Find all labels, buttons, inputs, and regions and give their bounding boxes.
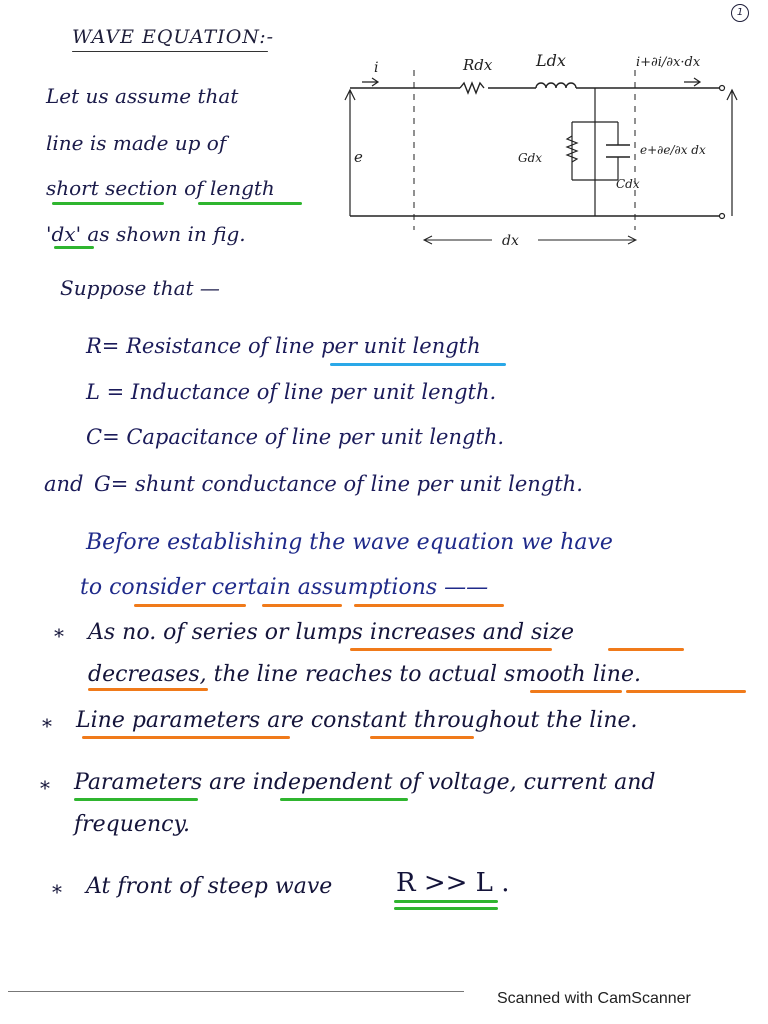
underline-smooth-line (626, 690, 746, 693)
before-line-1: Before establishing the wave equation we have (86, 530, 613, 555)
bullet-star-4: * (52, 880, 62, 904)
inductor-symbol (536, 83, 576, 88)
page-title: WAVE EQUATION:- (72, 26, 275, 48)
expression-r-much-greater-l: R >> L . (396, 868, 510, 898)
bullet-star-2: * (42, 714, 52, 738)
bullet-4-line-1: At front of steep wave (86, 874, 333, 899)
bullet-1-line-2: decreases, the line reaches to actual smooth line. (88, 662, 641, 687)
underline-of-length (198, 202, 302, 205)
terminal-bottom-right (720, 214, 725, 219)
definition-r: R= Resistance of line per unit length (86, 334, 481, 358)
before-line-2: to consider certain assumptions —— (80, 575, 489, 600)
label-i-left: i (374, 60, 379, 76)
intro-line-1: Let us assume that (46, 84, 239, 108)
label-dx: dx (502, 233, 519, 249)
definition-c: C= Capacitance of line per unit length. (86, 425, 505, 449)
label-cdx: Cdx (616, 177, 640, 191)
current-arrow-right (684, 78, 700, 86)
label-i-right: i+∂i/∂x·dx (636, 55, 701, 70)
underline-expression-2 (394, 907, 498, 910)
underline-independent (280, 798, 408, 801)
bottom-rule (8, 991, 464, 992)
definition-and: and (44, 472, 84, 496)
underline-line-parameters (82, 736, 290, 739)
bullet-star-1: * (54, 624, 64, 648)
underline-parameters (74, 798, 198, 801)
underline-constant (370, 736, 474, 739)
underline-certain (262, 604, 342, 607)
bullet-1-line-1: As no. of series or lumps increases and size (88, 620, 574, 645)
definition-l: L = Inductance of line per unit length. (86, 380, 497, 404)
current-arrow-left (362, 78, 378, 86)
underline-lumps-increases (350, 648, 552, 651)
suppose-line: Suppose that — (60, 276, 220, 300)
transmission-line-diagram (340, 50, 740, 260)
underline-dx (54, 246, 94, 249)
intro-line-3: short section of length (46, 176, 275, 200)
bullet-2-line-1: Line parameters are constant throughout the line. (76, 708, 638, 733)
underline-size (608, 648, 684, 651)
intro-line-2: line is made up of (46, 131, 227, 155)
definition-g: G= shunt conductance of line per unit length. (94, 472, 583, 496)
underline-per-unit-length (330, 363, 506, 366)
underline-consider (134, 604, 246, 607)
underline-assumptions (354, 604, 504, 607)
label-e: e (354, 148, 363, 166)
underline-decreases (88, 688, 208, 691)
label-rdx: Rdx (463, 56, 493, 74)
bullet-3-line-2: frequency. (74, 812, 190, 837)
label-gdx: Gdx (518, 151, 543, 165)
page-number: 1 (731, 4, 749, 22)
title-underline (72, 51, 268, 52)
scanner-watermark: Scanned with CamScanner (497, 990, 691, 1007)
bullet-star-3: * (40, 776, 50, 800)
underline-expression-1 (394, 900, 498, 903)
intro-line-4: 'dx' as shown in fig. (46, 222, 246, 246)
label-ldx: Ldx (536, 51, 566, 70)
underline-short-section (52, 202, 164, 205)
underline-actual (530, 690, 622, 693)
bullet-3-line-1: Parameters are independent of voltage, current and (74, 770, 656, 795)
terminal-top-right (720, 86, 725, 91)
label-e-right: e+∂e/∂x dx (640, 143, 706, 157)
resistor-symbol (460, 83, 484, 93)
